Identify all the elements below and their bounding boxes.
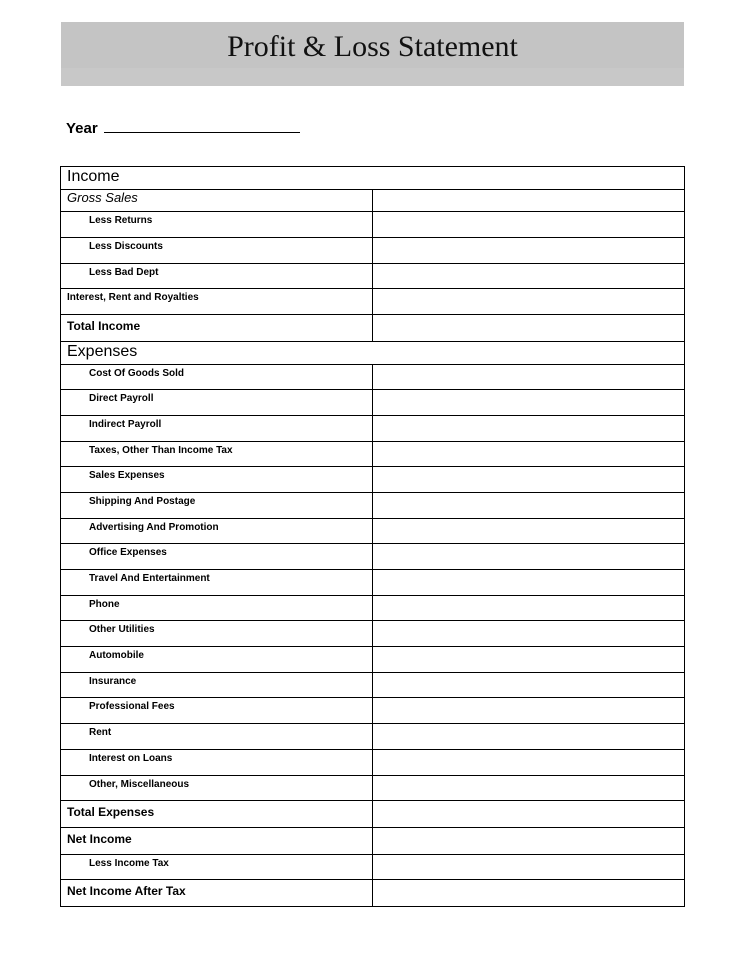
expense-item-label: Advertising And Promotion [61, 518, 373, 544]
income-item-label: Less Returns [61, 212, 373, 238]
expense-item-value[interactable] [373, 672, 685, 698]
expense-item-value[interactable] [373, 749, 685, 775]
table-row [61, 467, 685, 493]
expense-item-label: Phone [61, 595, 373, 621]
net-income-after-tax-row [61, 880, 685, 907]
expense-item-value[interactable] [373, 724, 685, 750]
other-income-label: Interest, Rent and Royalties [61, 289, 373, 315]
income-item-label: Less Discounts [61, 238, 373, 264]
expense-item-value[interactable] [373, 492, 685, 518]
expense-item-label: Other Utilities [61, 621, 373, 647]
expense-item-label: Travel And Entertainment [61, 570, 373, 596]
expense-item-value[interactable] [373, 698, 685, 724]
table-row [61, 854, 685, 880]
table-row [61, 441, 685, 467]
income-heading-row [61, 167, 685, 190]
table-row [61, 595, 685, 621]
expense-item-label: Cost Of Goods Sold [61, 364, 373, 390]
page-title: Profit & Loss Statement [227, 30, 518, 63]
net-income-after-tax-value[interactable] [373, 880, 685, 907]
total-expenses-label: Total Expenses [61, 801, 373, 828]
net-income-after-tax-label: Net Income After Tax [61, 880, 373, 907]
expense-item-label: Interest on Loans [61, 749, 373, 775]
expense-item-value[interactable] [373, 364, 685, 390]
expense-item-value[interactable] [373, 390, 685, 416]
table-row [61, 775, 685, 801]
table-row [61, 390, 685, 416]
table-row [61, 263, 685, 289]
income-item-value[interactable] [373, 238, 685, 264]
expense-item-value[interactable] [373, 518, 685, 544]
year-field [66, 118, 300, 139]
income-heading: Income [61, 167, 685, 190]
expenses-heading-row [61, 341, 685, 364]
gross-sales-label: Gross Sales [61, 189, 373, 212]
table-row [61, 621, 685, 647]
expense-item-value[interactable] [373, 570, 685, 596]
year-input-line[interactable] [104, 118, 300, 133]
year-label: Year [66, 120, 98, 137]
expense-item-label: Direct Payroll [61, 390, 373, 416]
expense-item-label: Professional Fees [61, 698, 373, 724]
table-row [61, 724, 685, 750]
table-row [61, 647, 685, 673]
expense-item-value[interactable] [373, 441, 685, 467]
expense-item-label: Insurance [61, 672, 373, 698]
expense-item-label: Shipping And Postage [61, 492, 373, 518]
table-row [61, 238, 685, 264]
total-income-value[interactable] [373, 315, 685, 342]
table-row [61, 570, 685, 596]
expense-item-label: Taxes, Other Than Income Tax [61, 441, 373, 467]
expense-item-value[interactable] [373, 415, 685, 441]
net-income-row [61, 827, 685, 854]
profit-loss-table [60, 166, 685, 907]
expense-item-value[interactable] [373, 544, 685, 570]
expense-item-value[interactable] [373, 595, 685, 621]
table-row [61, 189, 685, 212]
table-row [61, 415, 685, 441]
table-row [61, 749, 685, 775]
income-item-value[interactable] [373, 263, 685, 289]
less-income-tax-value[interactable] [373, 854, 685, 880]
table-row [61, 212, 685, 238]
total-income-label: Total Income [61, 315, 373, 342]
net-income-label: Net Income [61, 827, 373, 854]
expense-item-label: Other, Miscellaneous [61, 775, 373, 801]
other-income-value[interactable] [373, 289, 685, 315]
expense-item-value[interactable] [373, 775, 685, 801]
expense-item-label: Sales Expenses [61, 467, 373, 493]
expenses-heading: Expenses [61, 341, 685, 364]
table-row [61, 672, 685, 698]
total-expenses-row [61, 801, 685, 828]
table-row [61, 289, 685, 315]
expense-item-label: Rent [61, 724, 373, 750]
expense-item-value[interactable] [373, 467, 685, 493]
total-expenses-value[interactable] [373, 801, 685, 828]
title-banner [61, 22, 684, 86]
expense-item-label: Office Expenses [61, 544, 373, 570]
income-item-value[interactable] [373, 212, 685, 238]
table-row [61, 544, 685, 570]
net-income-value[interactable] [373, 827, 685, 854]
total-income-row [61, 315, 685, 342]
table-row [61, 518, 685, 544]
table-row [61, 364, 685, 390]
expense-item-label: Indirect Payroll [61, 415, 373, 441]
expense-item-value[interactable] [373, 621, 685, 647]
gross-sales-value[interactable] [373, 189, 685, 212]
expense-item-label: Automobile [61, 647, 373, 673]
expense-item-value[interactable] [373, 647, 685, 673]
table-row [61, 492, 685, 518]
table-row [61, 698, 685, 724]
less-income-tax-label: Less Income Tax [61, 854, 373, 880]
income-item-label: Less Bad Dept [61, 263, 373, 289]
